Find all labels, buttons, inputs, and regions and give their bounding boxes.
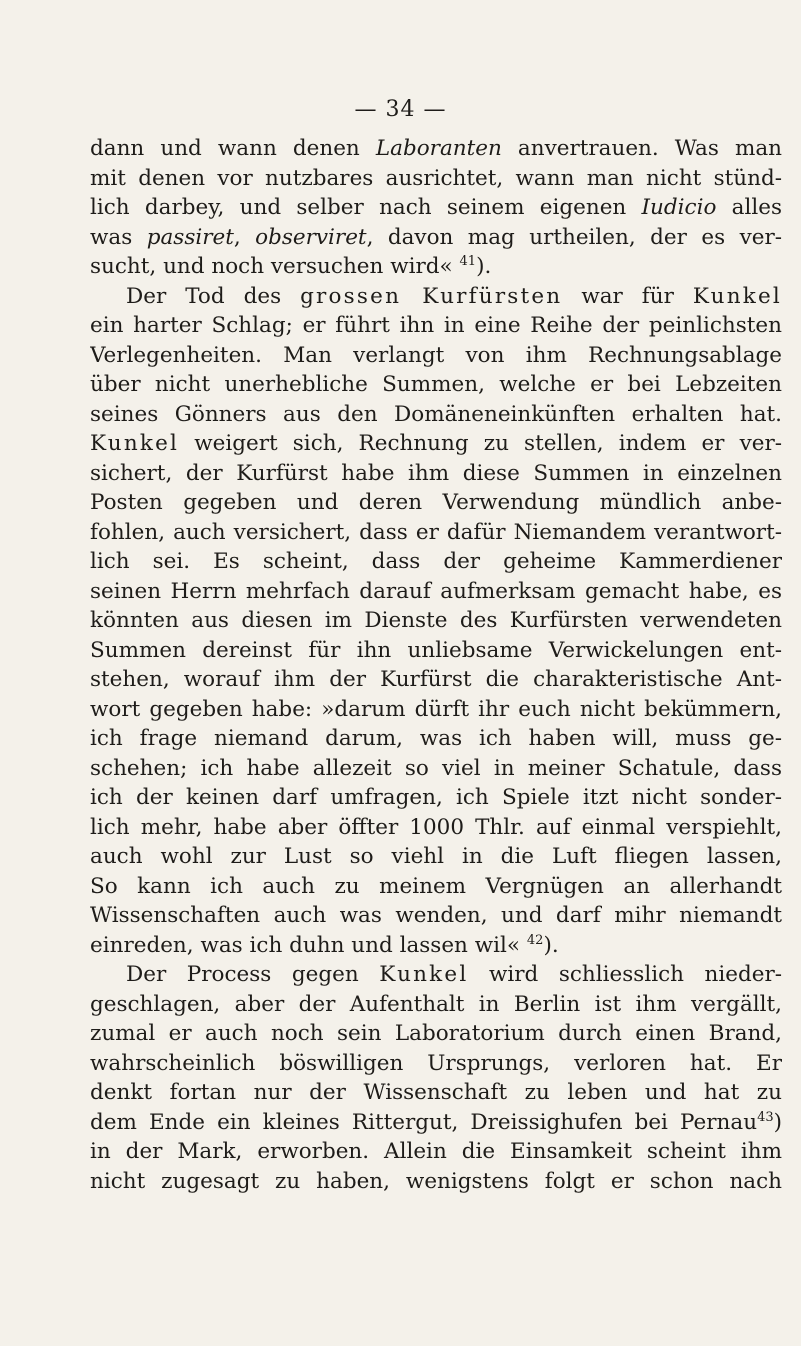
- text-line: [90, 547, 782, 577]
- text-segment: denkt fortan nur der Wissenschaft zu leben und hat zu: [90, 1080, 782, 1105]
- text-segment: wird schliesslich nieder-: [468, 962, 782, 987]
- text-line: [90, 252, 782, 282]
- spaced-name: grossen Kurfürsten: [300, 283, 563, 309]
- text-line: [90, 606, 782, 636]
- text-line: [90, 518, 782, 548]
- text-segment: stehen, worauf ihm der Kurfürst die charakteristische Ant-: [90, 667, 782, 692]
- footnote-ref: 43: [757, 1109, 774, 1125]
- text-line: [90, 783, 782, 813]
- text-segment: ich frage niemand darum, was ich haben will, muss ge-: [90, 726, 782, 751]
- text-line: [90, 1049, 782, 1079]
- spaced-name: Kunkel: [90, 431, 180, 456]
- text-segment: weigert sich, Rechnung zu stellen, indem er ver-: [179, 431, 782, 456]
- text-line: [90, 193, 782, 223]
- text-segment: wahrscheinlich böswilligen Ursprungs, verloren hat. Er: [90, 1050, 782, 1076]
- text-segment: zumal er auch noch sein Laboratorium durch einen Brand,: [90, 1021, 782, 1046]
- text-segment: ,: [233, 224, 256, 250]
- text-segment: lich mehr, habe aber öffter 1000 Thlr. auf einmal verspiehlt,: [90, 814, 782, 840]
- text-segment: fohlen, auch versichert, dass er dafür Niemandem verantwort-: [90, 519, 782, 545]
- page-number: — 34 —: [354, 97, 447, 122]
- text-line: [90, 1137, 782, 1167]
- text-segment: über nicht unerhebliche Summen, welche er bei Lebzeiten: [90, 372, 782, 397]
- text-line: [90, 872, 782, 902]
- text-segment: in der Mark, erworben. Allein die Einsamkeit scheint ihm: [90, 1139, 782, 1164]
- text-segment: könnten aus diesen im Dienste des Kurfürsten verwendeten: [90, 608, 782, 633]
- spaced-name: Kunkel: [379, 962, 469, 987]
- text-line: [90, 311, 782, 341]
- text-segment: alles: [716, 195, 782, 220]
- text-segment: Posten gegeben und deren Verwendung mündlich anbe-: [90, 490, 782, 515]
- text-segment: schehen; ich habe allezeit so viel in meiner Schatule, dass: [90, 755, 782, 781]
- footnote-ref: 42: [526, 932, 544, 948]
- text-line: [90, 282, 782, 312]
- text-line: [90, 134, 782, 164]
- text-line: [90, 990, 782, 1020]
- text-segment: Der Tod des: [126, 283, 301, 309]
- text-line: [90, 164, 782, 194]
- spaced-name: Kunkel: [692, 283, 782, 309]
- text-segment: einreden, was ich duhn und lassen wil«: [90, 932, 527, 958]
- text-line: [90, 931, 782, 961]
- text-segment: dem Ende ein kleines Rittergut, Dreissighufen bei Pernau: [90, 1109, 758, 1135]
- text-segment: mit denen vor nutzbares ausrichtet, wann man nicht stünd-: [90, 165, 782, 191]
- text-line: [90, 1167, 782, 1197]
- text-segment: Wissenschaften auch was wenden, und darf mihr niemandt: [90, 903, 782, 928]
- text-segment: seines Gönners aus den Domäneneinkünften erhalten hat.: [90, 401, 782, 427]
- text-line: [90, 1078, 782, 1108]
- text-segment: war für: [562, 283, 693, 309]
- italic-term: passiret: [146, 224, 234, 250]
- text-segment: nicht zugesagt zu haben, wenigstens folgt er schon nach: [90, 1168, 782, 1194]
- text-line: [90, 636, 782, 666]
- text-line: [90, 400, 782, 430]
- text-line: [90, 1108, 782, 1138]
- text-line: [90, 1019, 782, 1049]
- text-segment: sucht, und noch versuchen wird«: [90, 254, 460, 279]
- text-segment: dann und wann denen: [90, 136, 376, 161]
- text-segment: ich der keinen darf umfragen, ich Spiele itzt nicht sonder-: [90, 785, 782, 810]
- text-line: [90, 724, 782, 754]
- text-segment: So kann ich auch zu meinem Vergnügen an allerhandt: [90, 873, 782, 899]
- italic-term: Laboranten: [375, 136, 502, 161]
- text-segment: auch wohl zur Lust so viehl in die Luft fliegen lassen,: [90, 844, 782, 869]
- text-line: [90, 901, 782, 931]
- text-segment: was: [90, 224, 147, 250]
- text-segment: , davon mag urtheilen, der es ver-: [366, 224, 782, 250]
- italic-term: Iudicio: [641, 195, 717, 220]
- text-line: [90, 665, 782, 695]
- text-line: [90, 429, 782, 459]
- text-line: [90, 341, 782, 371]
- text-segment: Verlegenheiten. Man verlangt von ihm Rechnungsablage: [90, 342, 782, 368]
- text-segment: seinen Herrn mehrfach darauf aufmerksam gemacht habe, es: [90, 578, 782, 604]
- text-line: [90, 488, 782, 518]
- text-line: [90, 960, 782, 990]
- body-text: [90, 134, 782, 1196]
- text-line: [90, 370, 782, 400]
- text-segment: Der Process gegen: [126, 962, 380, 987]
- text-segment: wort gegeben habe: »darum dürft ihr euch nicht bekümmern,: [90, 696, 782, 722]
- italic-term: observiret: [255, 224, 367, 250]
- text-segment: ): [773, 1109, 782, 1135]
- text-line: [90, 754, 782, 784]
- text-segment: anvertrauen. Was man: [501, 136, 782, 161]
- text-line: [90, 842, 782, 872]
- text-segment: Summen dereinst für ihn unliebsame Verwickelungen ent-: [90, 637, 782, 663]
- text-line: [90, 459, 782, 489]
- text-line: [90, 813, 782, 843]
- text-line: [90, 695, 782, 725]
- text-segment: lich darbey, und selber nach seinem eigenen: [90, 195, 642, 220]
- text-segment: geschlagen, aber der Aufenthalt in Berlin ist ihm vergällt,: [90, 991, 782, 1017]
- text-segment: lich sei. Es scheint, dass der geheime Kammerdiener: [90, 549, 782, 574]
- text-segment: ein harter Schlag; er führt ihn in eine Reihe der peinlichsten: [90, 313, 782, 338]
- text-line: [90, 223, 782, 253]
- text-segment: ).: [543, 932, 559, 958]
- footnote-ref: 41: [459, 254, 477, 269]
- text-line: [90, 577, 782, 607]
- text-segment: sichert, der Kurfürst habe ihm diese Summen in einzelnen: [90, 460, 782, 486]
- text-segment: ).: [476, 254, 492, 279]
